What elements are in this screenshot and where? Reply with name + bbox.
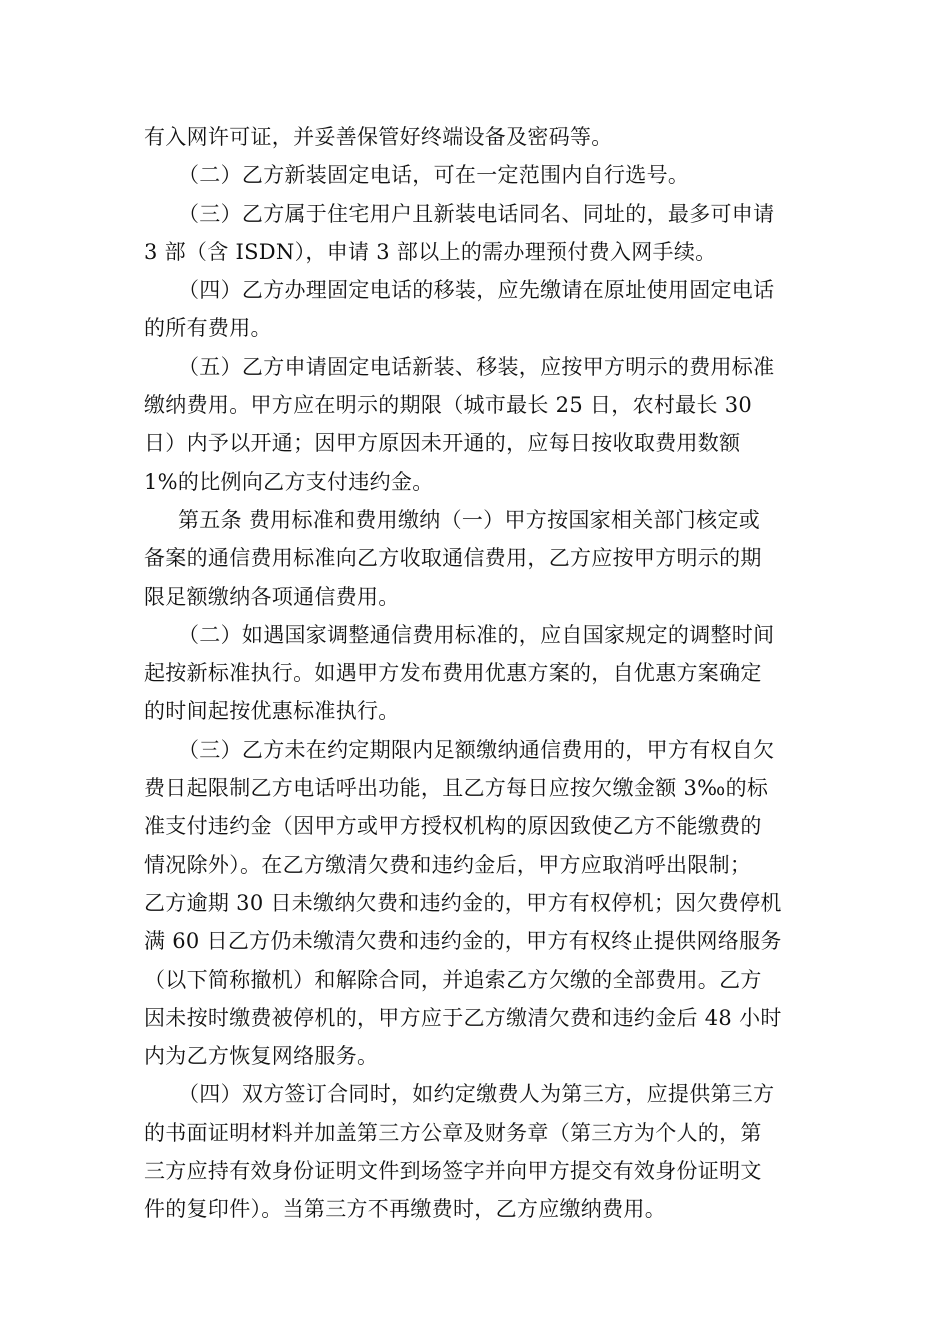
text-line: 有入网许可证，并妥善保管好终端设备及密码等。 [144, 125, 613, 149]
text-line: 的书面证明材料并加盖第三方公章及财务章（第三方为个人的，第 [144, 1120, 762, 1145]
text-line: 件的复印件）。当第三方不再缴费时，乙方应缴纳费用。 [144, 1197, 666, 1222]
text-line: 因未按时缴费被停机的，甲方应于乙方缴清欠费和违约金后 48 小时 [144, 1005, 782, 1030]
text-line: 费日起限制乙方电话呼出功能，且乙方每日应按欠缴金额 3‰的标 [144, 776, 769, 801]
text-line: 情况除外）。在乙方缴清欠费和违约金后，甲方应取消呼出限制； [144, 852, 752, 877]
text-line: 备案的通信费用标准向乙方收取通信费用，乙方应按甲方明示的期 [144, 546, 762, 571]
text-line: （二）如遇国家调整通信费用标准的，应自国家规定的调整时间 [178, 622, 775, 647]
text-line: 的时间起按优惠标准执行。 [144, 699, 400, 724]
text-line: （四）双方签订合同时，如约定缴费人为第三方，应提供第三方 [178, 1082, 775, 1107]
text-line: （以下简称撤机）和解除合同，并追索乙方欠缴的全部费用。乙方 [144, 967, 762, 992]
text-line: 内为乙方恢复网络服务。 [144, 1044, 379, 1069]
article-heading-line: 第五条 费用标准和费用缴纳（一）甲方按国家相关部门核定或 [178, 507, 761, 532]
text-line: 限足额缴纳各项通信费用。 [144, 584, 400, 609]
text-line: 三方应持有效身份证明文件到场签字并向甲方提交有效身份证明文 [144, 1159, 762, 1184]
text-line: 日）内予以开通；因甲方原因未开通的，应每日按收取费用数额 [144, 431, 741, 456]
text-line: 3 部（含 ISDN），申请 3 部以上的需办理预付费入网手续。 [144, 239, 717, 264]
text-line: 乙方逾期 30 日未缴纳欠费和违约金的，甲方有权停机；因欠费停机 [144, 890, 782, 915]
text-line: 1%的比例向乙方支付违约金。 [144, 469, 434, 494]
text-line: （二）乙方新装固定电话，可在一定范围内自行选号。 [178, 163, 690, 188]
text-line: 起按新标准执行。如遇甲方发布费用优惠方案的，自优惠方案确定 [144, 661, 762, 686]
text-line: 满 60 日乙方仍未缴清欠费和违约金的，甲方有权终止提供网络服务 [144, 929, 782, 954]
contract-text-body [144, 118, 808, 1229]
text-line: 的所有费用。 [144, 316, 272, 341]
text-line: 缴纳费用。甲方应在明示的期限（城市最长 25 日，农村最长 30 [144, 393, 753, 418]
text-line: （三）乙方未在约定期限内足额缴纳通信费用的，甲方有权自欠 [178, 737, 775, 762]
text-line: （四）乙方办理固定电话的移装，应先缴请在原址使用固定电话 [178, 278, 775, 303]
text-line: 准支付违约金（因甲方或甲方授权机构的原因致使乙方不能缴费的 [144, 814, 762, 839]
text-line: （三）乙方属于住宅用户且新装电话同名、同址的，最多可申请 [178, 201, 775, 226]
text-line: （五）乙方申请固定电话新装、移装，应按甲方明示的费用标准 [178, 354, 775, 379]
